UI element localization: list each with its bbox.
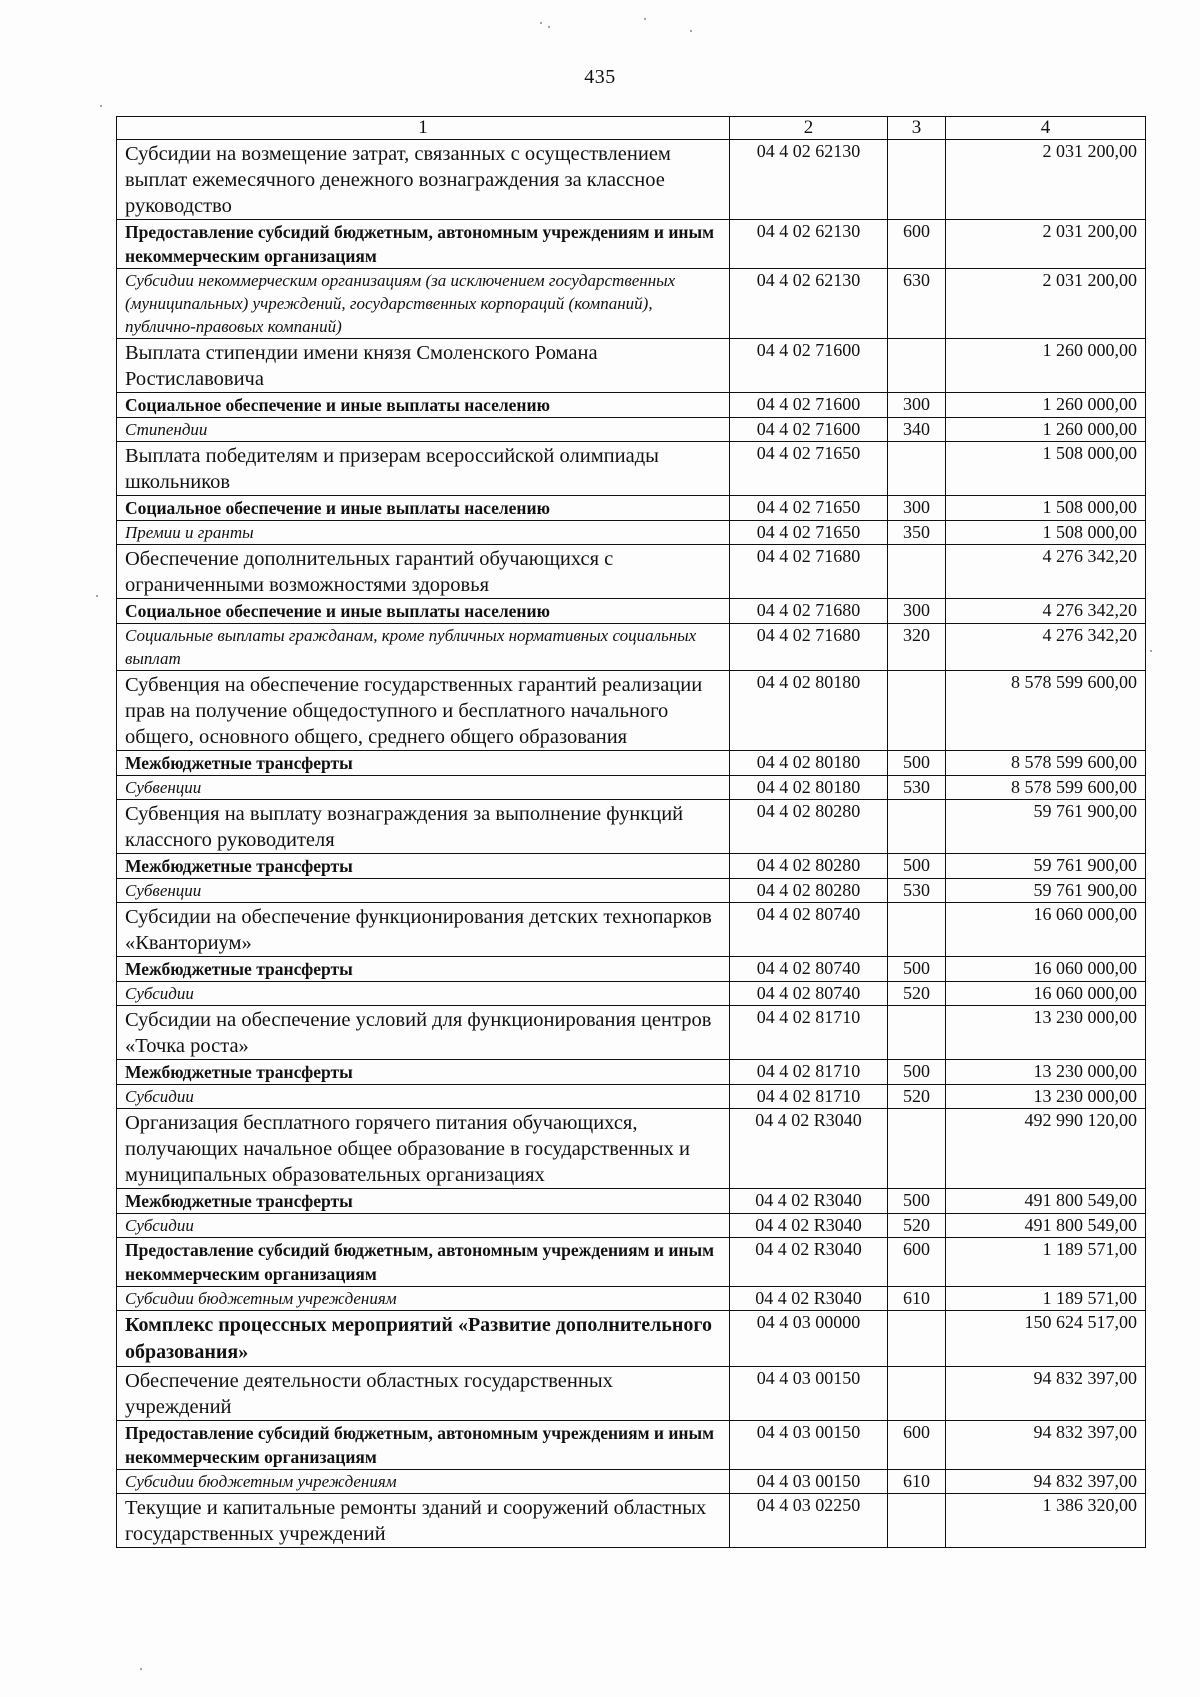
row-kind: 500 [888,854,946,879]
row-name: Межбюджетные трансферты [117,957,730,982]
table-row [117,1311,1146,1367]
row-amount: 1 508 000,00 [946,521,1146,545]
table-row [117,1060,1146,1085]
row-kind: 300 [888,393,946,418]
row-code: 04 4 02 80280 [730,879,888,903]
header-col-2: 2 [730,117,888,140]
row-code: 04 4 02 R3040 [730,1287,888,1311]
row-name: Премии и гранты [117,521,730,545]
row-amount: 2 031 200,00 [946,220,1146,269]
row-amount: 59 761 900,00 [946,879,1146,903]
row-name: Текущие и капитальные ремонты зданий и сооружений областных государственных учреждений [117,1494,730,1548]
row-code: 04 4 02 80740 [730,957,888,982]
table-row [117,624,1146,671]
row-name: Предоставление субсидий бюджетным, автономным учреждениям и иным некоммерческим организациям [117,1421,730,1470]
table-row [117,418,1146,442]
table-row [117,1085,1146,1109]
row-name: Субсидии [117,1085,730,1109]
row-name: Предоставление субсидий бюджетным, автономным учреждениям и иным некоммерческим организациям [117,1238,730,1287]
row-code: 04 4 03 00150 [730,1367,888,1421]
scan-speck [644,18,646,20]
row-kind: 340 [888,418,946,442]
row-name: Социальное обеспечение и иные выплаты населению [117,599,730,624]
row-amount: 1 508 000,00 [946,442,1146,496]
scan-speck [540,22,542,24]
row-name: Социальное обеспечение и иные выплаты населению [117,393,730,418]
row-code: 04 4 02 62130 [730,269,888,339]
row-code: 04 4 02 62130 [730,140,888,220]
table-row [117,982,1146,1006]
row-kind [888,903,946,957]
scan-speck [548,26,550,28]
row-kind [888,1006,946,1060]
row-code: 04 4 02 80180 [730,751,888,776]
row-amount: 8 578 599 600,00 [946,671,1146,751]
row-amount: 8 578 599 600,00 [946,751,1146,776]
row-kind: 500 [888,957,946,982]
table-row [117,1006,1146,1060]
table-row [117,800,1146,854]
row-code: 04 4 02 71680 [730,545,888,599]
row-code: 04 4 02 81710 [730,1060,888,1085]
row-amount: 2 031 200,00 [946,140,1146,220]
row-kind [888,800,946,854]
row-kind: 500 [888,1060,946,1085]
table-row [117,1421,1146,1470]
table-row [117,903,1146,957]
table-row [117,220,1146,269]
row-amount: 59 761 900,00 [946,854,1146,879]
row-name: Выплата победителям и призерам всероссийской олимпиады школьников [117,442,730,496]
row-name: Организация бесплатного горячего питания обучающихся, получающих начальное общее образование в государственных и муниципальных образовательных организациях [117,1109,730,1189]
row-amount: 1 260 000,00 [946,418,1146,442]
row-kind: 610 [888,1287,946,1311]
row-amount: 13 230 000,00 [946,1060,1146,1085]
row-code: 04 4 02 71650 [730,496,888,521]
row-code: 04 4 02 R3040 [730,1238,888,1287]
row-amount: 4 276 342,20 [946,599,1146,624]
table-row [117,854,1146,879]
row-kind: 500 [888,1189,946,1214]
row-code: 04 4 02 71600 [730,339,888,393]
page-number: 435 [584,66,616,88]
row-code: 04 4 03 00150 [730,1421,888,1470]
row-name: Межбюджетные трансферты [117,1189,730,1214]
row-kind [888,1109,946,1189]
row-code: 04 4 02 71650 [730,521,888,545]
row-amount: 2 031 200,00 [946,269,1146,339]
row-amount: 13 230 000,00 [946,1085,1146,1109]
scan-speck [1150,650,1152,652]
row-code: 04 4 03 02250 [730,1494,888,1548]
table-row [117,1367,1146,1421]
row-code: 04 4 02 71600 [730,418,888,442]
row-code: 04 4 02 R3040 [730,1109,888,1189]
scan-speck [96,595,98,597]
row-code: 04 4 02 71680 [730,599,888,624]
row-kind: 350 [888,521,946,545]
row-code: 04 4 03 00000 [730,1311,888,1367]
row-amount: 1 386 320,00 [946,1494,1146,1548]
table-row [117,879,1146,903]
row-code: 04 4 02 71600 [730,393,888,418]
row-amount: 1 508 000,00 [946,496,1146,521]
row-amount: 492 990 120,00 [946,1109,1146,1189]
row-name: Предоставление субсидий бюджетным, автономным учреждениям и иным некоммерческим организациям [117,220,730,269]
row-name: Выплата стипендии имени князя Смоленского Романа Ростиславовича [117,339,730,393]
row-name: Межбюджетные трансферты [117,854,730,879]
row-kind: 600 [888,1421,946,1470]
row-code: 04 4 02 81710 [730,1006,888,1060]
table-row [117,1287,1146,1311]
row-code: 04 4 02 R3040 [730,1189,888,1214]
table-row [117,545,1146,599]
row-kind: 630 [888,269,946,339]
row-kind: 300 [888,599,946,624]
table-row [117,1494,1146,1548]
table-row [117,1109,1146,1189]
row-kind: 600 [888,220,946,269]
row-name: Субвенции [117,879,730,903]
row-name: Субсидии на обеспечение функционирования детских технопарков «Кванториум» [117,903,730,957]
row-code: 04 4 02 R3040 [730,1214,888,1238]
row-code: 04 4 02 80740 [730,982,888,1006]
scan-speck [100,105,102,107]
table-body [117,140,1146,1548]
row-amount: 16 060 000,00 [946,982,1146,1006]
row-name: Субсидии бюджетным учреждениям [117,1287,730,1311]
row-amount: 1 189 571,00 [946,1287,1146,1311]
row-kind [888,442,946,496]
row-name: Субсидии [117,982,730,1006]
row-amount: 13 230 000,00 [946,1006,1146,1060]
table-row [117,1470,1146,1494]
row-code: 04 4 02 80180 [730,776,888,800]
row-name: Межбюджетные трансферты [117,751,730,776]
header-col-4: 4 [946,117,1146,140]
row-kind [888,339,946,393]
row-name: Комплекс процессных мероприятий «Развитие дополнительного образования» [117,1311,730,1367]
row-name: Субвенция на обеспечение государственных гарантий реализации прав на получение общедоступного и бесплатного начального общего, основного общего, среднего общего образования [117,671,730,751]
row-amount: 491 800 549,00 [946,1214,1146,1238]
row-name: Субвенции [117,776,730,800]
header-row [117,117,1146,140]
row-kind: 520 [888,982,946,1006]
row-amount: 94 832 397,00 [946,1421,1146,1470]
row-name: Обеспечение деятельности областных государственных учреждений [117,1367,730,1421]
row-amount: 8 578 599 600,00 [946,776,1146,800]
row-amount: 16 060 000,00 [946,957,1146,982]
row-code: 04 4 02 71650 [730,442,888,496]
row-code: 04 4 02 80180 [730,671,888,751]
row-name: Социальные выплаты гражданам, кроме публичных нормативных социальных выплат [117,624,730,671]
table-row [117,1189,1146,1214]
table-row [117,957,1146,982]
row-name: Межбюджетные трансферты [117,1060,730,1085]
row-amount: 4 276 342,20 [946,624,1146,671]
table-row [117,599,1146,624]
scan-speck [690,30,692,32]
row-kind: 320 [888,624,946,671]
row-amount: 59 761 900,00 [946,800,1146,854]
table-row [117,269,1146,339]
row-amount: 1 189 571,00 [946,1238,1146,1287]
row-name: Субвенция на выплату вознаграждения за выполнение функций классного руководителя [117,800,730,854]
row-code: 04 4 02 62130 [730,220,888,269]
row-code: 04 4 02 80280 [730,800,888,854]
row-amount: 491 800 549,00 [946,1189,1146,1214]
scan-speck [140,1668,142,1670]
row-amount: 1 260 000,00 [946,339,1146,393]
table-row [117,1238,1146,1287]
row-amount: 150 624 517,00 [946,1311,1146,1367]
row-kind: 520 [888,1085,946,1109]
table-row [117,671,1146,751]
row-name: Субсидии [117,1214,730,1238]
row-name: Субсидии некоммерческим организациям (за исключением государственных (муниципальных) учреждений, государственных корпораций (компаний), публично-правовых компаний) [117,269,730,339]
row-name: Обеспечение дополнительных гарантий обучающихся с ограниченными возможностями здоровья [117,545,730,599]
row-amount: 1 260 000,00 [946,393,1146,418]
row-code: 04 4 03 00150 [730,1470,888,1494]
table-row [117,776,1146,800]
row-kind [888,1494,946,1548]
row-name: Субсидии на обеспечение условий для функционирования центров «Точка роста» [117,1006,730,1060]
budget-table [116,116,1146,1548]
row-code: 04 4 02 71680 [730,624,888,671]
row-name: Стипендии [117,418,730,442]
row-kind: 530 [888,776,946,800]
row-kind [888,1367,946,1421]
row-kind: 500 [888,751,946,776]
row-amount: 4 276 342,20 [946,545,1146,599]
row-kind [888,671,946,751]
table-row [117,140,1146,220]
header-col-1: 1 [117,117,730,140]
row-code: 04 4 02 80280 [730,854,888,879]
row-amount: 94 832 397,00 [946,1470,1146,1494]
row-kind: 530 [888,879,946,903]
table-row [117,339,1146,393]
row-amount: 94 832 397,00 [946,1367,1146,1421]
table-row [117,1214,1146,1238]
row-kind: 610 [888,1470,946,1494]
table-row [117,393,1146,418]
row-kind [888,1311,946,1367]
header-col-3: 3 [888,117,946,140]
table-row [117,751,1146,776]
row-code: 04 4 02 81710 [730,1085,888,1109]
table-row [117,496,1146,521]
row-name: Социальное обеспечение и иные выплаты населению [117,496,730,521]
row-kind: 520 [888,1214,946,1238]
row-kind [888,140,946,220]
row-name: Субсидии на возмещение затрат, связанных с осуществлением выплат ежемесячного денежного вознаграждения за классное руководство [117,140,730,220]
table-row [117,442,1146,496]
row-kind [888,545,946,599]
row-kind: 600 [888,1238,946,1287]
table-row [117,521,1146,545]
row-kind: 300 [888,496,946,521]
row-code: 04 4 02 80740 [730,903,888,957]
row-amount: 16 060 000,00 [946,903,1146,957]
row-name: Субсидии бюджетным учреждениям [117,1470,730,1494]
